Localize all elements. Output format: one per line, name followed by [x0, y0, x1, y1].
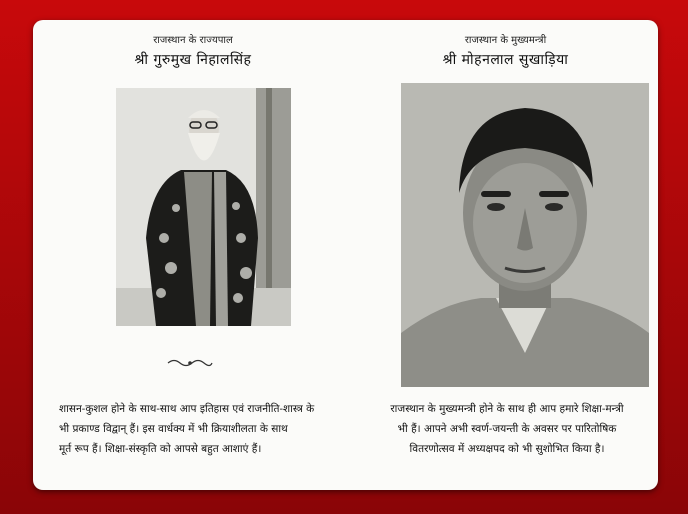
left-caption-line: मूर्त रूप हैं। शिक्षा-संस्कृति को आपसे बहुत आशाएं हैं।: [59, 443, 262, 455]
right-subtitle: राजस्थान के मुख्यमन्त्री: [464, 35, 547, 46]
left-subtitle: राजस्थान के राज्यपाल: [153, 35, 233, 46]
ornament-divider: [166, 358, 214, 368]
left-column: [33, 20, 353, 490]
portrait-governor: [116, 88, 291, 326]
portrait-chief-minister-illustration: [401, 83, 649, 387]
document-page: [33, 20, 658, 490]
left-caption: [59, 399, 351, 459]
right-caption-line: भी हैं। आपने अभी स्वर्ण-जयन्ती के अवसर पर पारितोषिक: [397, 423, 617, 435]
left-name: श्री गुरुमुख निहालसिंह: [134, 52, 252, 68]
right-name: श्री मोहनलाल सुखाड़िया: [442, 52, 569, 68]
left-caption-line: शासन-कुशल होने के साथ-साथ आप इतिहास एवं राजनीति-शास्त्र के: [59, 403, 315, 415]
right-caption-line: राजस्थान के मुख्यमन्त्री होने के साथ ही आप हमारे शिक्षा-मन्त्री: [390, 403, 624, 415]
right-caption: [367, 399, 647, 459]
right-caption-line: वितरणोत्सव में अध्यक्षपद को भी सुशोभित किया है।: [409, 443, 605, 455]
portrait-governor-illustration: [116, 88, 291, 326]
portrait-chief-minister: [401, 83, 649, 387]
right-column: [353, 20, 658, 490]
left-caption-line: भी प्रकाण्ड विद्वान् हैं। इस वार्धक्य में भी क्रियाशीलता के साथ: [59, 423, 288, 435]
